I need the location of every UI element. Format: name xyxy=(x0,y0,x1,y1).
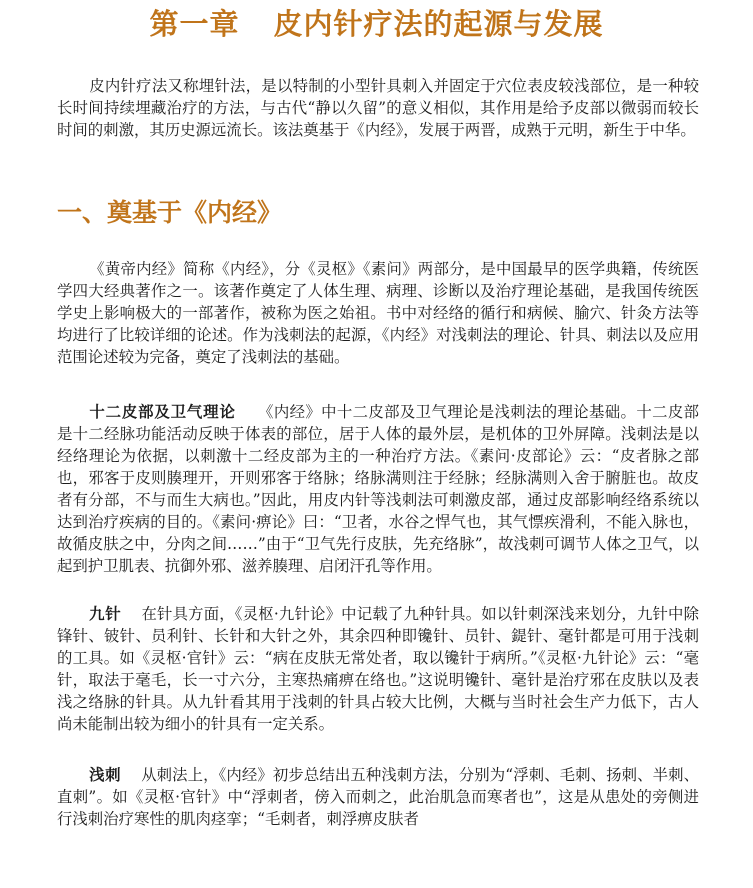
jiuzhen-term: 九针 xyxy=(89,605,122,623)
jiuzhen-text: 在针具方面，《灵枢·九针论》中记载了九种针具。如以针刺深浅来划分，九针中除锋针、铍针、员利针、长针和大针之外，其余四种即镵针、员针、鍉针、毫针都是可用于浅刺的工具。如《灵枢·官针》云：“病在皮肤无常处者，取以镵针于病所。”《灵枢·九针论》云：“毫针，取法于毫毛，长一寸六分，主寒热痛痹在络也。”这说明镵针、毫针是治疗邪在皮肤以及表浅之络脉的针具。从九针看其用于浅刺的针具占较大比例，大概与当时社会生产力低下，古人尚未能制出较为细小的针具有一定关系。 xyxy=(57,605,699,733)
chapter-heading: 皮内针疗法的起源与发展 xyxy=(273,7,604,41)
qianci-term: 浅刺 xyxy=(89,766,122,784)
intro-text: 皮内针疗法又称埋针法，是以特制的小型针具刺入并固定于穴位表皮较浅部位，是一种较长时间持续埋藏治疗的方法，与古代“静以久留”的意义相似，其作用是给予皮部以微弱而较长时间的刺激，其历史源远流长。该法奠基于《内经》，发展于两晋，成熟于元明，新生于中华。 xyxy=(57,77,699,139)
pibu-text: 《内经》中十二皮部及卫气理论是浅刺法的理论基础。十二皮部是十二经脉功能活动反映于体表的部位，居于人体的最外层，是机体的卫外屏障。浅刺法是以经络理论为依据，以刺激十二经皮部为主的一种治疗方法。《素问·皮部论》云：“皮者脉之部也，邪客于皮则腠理开，开则邪客于络脉；络脉满则注于经脉；经脉满则入舍于腑脏也。故皮者有分部，不与而生大病也。”因此，用皮内针等浅刺法可刺激皮部，通过皮部影响经络系统以达到治疗疾病的目的。《素问·痹论》曰：“卫者，水谷之悍气也，其气慓疾滑利，不能入脉也，故循皮肤之中，分肉之间……”由于“卫气先行皮肤，先充络脉”，故浅刺可调节人体之卫气，以起到护卫肌表、抗御外邪、滋养腠理、启闭汗孔等作用。 xyxy=(57,403,699,575)
jiuzhen-paragraph xyxy=(57,603,699,735)
pibu-term: 十二皮部及卫气理论 xyxy=(89,403,236,421)
chapter-title xyxy=(0,4,753,44)
intro-paragraph xyxy=(57,75,699,141)
neijing-paragraph xyxy=(57,258,699,368)
section-title: 一、奠基于《内经》 xyxy=(57,198,283,227)
qianci-paragraph xyxy=(57,764,699,830)
chapter-number: 第一章 xyxy=(149,7,240,41)
pibu-paragraph xyxy=(57,401,699,577)
neijing-text: 《黄帝内经》简称《内经》，分《灵枢》《素问》两部分，是中国最早的医学典籍，传统医学四大经典著作之一。该著作奠定了人体生理、病理、诊断以及治疗理论基础，是我国传统医学史上影响极大的一部著作，被称为医之始祖。书中对经络的循行和病候、腧穴、针灸方法等均进行了比较详细的论述。作为浅刺法的起源，《内经》对浅刺法的理论、针具、刺法以及应用范围论述较为完备，奠定了浅刺法的基础。 xyxy=(57,260,699,366)
qianci-text: 从刺法上，《内经》初步总结出五种浅刺方法，分别为“浮刺、毛刺、扬刺、半刺、直刺”。如《灵枢·官针》中“浮刺者，傍入而刺之，此治肌急而寒者也”，这是从患处的旁侧进行浅刺治疗寒性的肌肉痉挛；“毛刺者，刺浮痹皮肤者 xyxy=(57,766,699,828)
